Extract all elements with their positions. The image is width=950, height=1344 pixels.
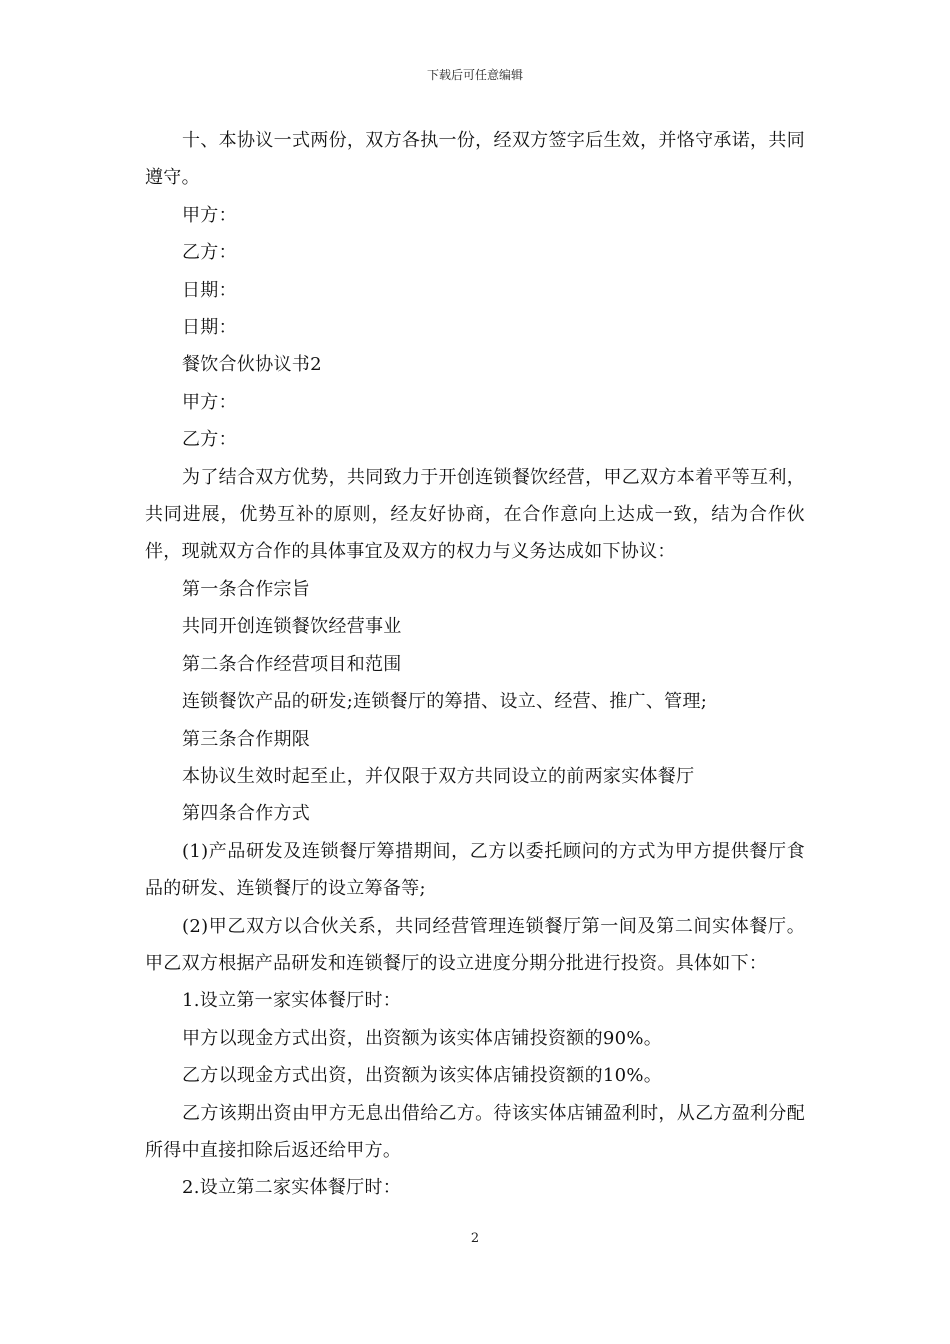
party-a-line: 甲方： xyxy=(182,391,237,413)
article-4-item-1: (1)产品研发及连锁餐厅筹措期间，乙方以委托顾问的方式为甲方提供餐厅食品的研发、连锁餐厅的设立筹备等; xyxy=(145,840,805,900)
date-line: 日期： xyxy=(182,279,237,301)
party-b-line: 乙方： xyxy=(182,429,237,451)
article-2-text: 连锁餐饮产品的研发;连锁餐厅的筹措、设立、经营、推广、管理; xyxy=(182,691,708,713)
page-number: 2 xyxy=(470,1231,480,1246)
article-1-heading: 第一条合作宗旨 xyxy=(182,578,311,600)
article-4-heading: 第四条合作方式 xyxy=(182,803,311,825)
party-b-line: 乙方： xyxy=(182,242,237,264)
first-restaurant-heading: 1.设立第一家实体餐厅时： xyxy=(182,990,402,1012)
article-2-heading: 第二条合作经营项目和范围 xyxy=(182,653,402,675)
preamble-paragraph: 为了结合双方优势，共同致力于开创连锁餐饮经营，甲乙双方本着平等互利，共同进展，优势互补的原则，经友好协商，在合作意向上达成一致，结为合作伙伴，现就双方合作的具体事宜及双方的权力与义务达成如下协议： xyxy=(145,466,805,563)
article-4-item-2: (2)甲乙双方以合伙关系，共同经营管理连锁餐厅第一间及第二间实体餐厅。甲乙双方根据产品研发和连锁餐厅的设立进度分期分批进行投资。具体如下： xyxy=(145,915,805,974)
party-a-investment: 甲方以现金方式出资，出资额为该实体店铺投资额的90%。 xyxy=(182,1027,663,1049)
document-body xyxy=(145,122,805,1207)
article-3-heading: 第三条合作期限 xyxy=(182,728,311,750)
second-restaurant-heading: 2.设立第二家实体餐厅时： xyxy=(182,1177,402,1199)
party-b-investment: 乙方以现金方式出资，出资额为该实体店铺投资额的10%。 xyxy=(182,1065,663,1087)
article-3-text: 本协议生效时起至止，并仅限于双方共同设立的前两家实体餐厅 xyxy=(182,765,695,787)
date-line: 日期： xyxy=(182,317,237,339)
page-header-note: 下载后可任意编辑 xyxy=(426,68,523,82)
article-1-text: 共同开创连锁餐饮经营事业 xyxy=(182,616,402,638)
paragraph-clause-10: 十、本协议一式两份，双方各执一份，经双方签字后生效，并恪守承诺，共同遵守。 xyxy=(145,130,805,189)
loan-repayment-paragraph: 乙方该期出资由甲方无息出借给乙方。待该实体店铺盈利时，从乙方盈利分配所得中直接扣除后返还给甲方。 xyxy=(145,1102,805,1161)
party-a-line: 甲方： xyxy=(182,204,237,226)
section-title: 餐饮合伙协议书2 xyxy=(182,354,322,376)
